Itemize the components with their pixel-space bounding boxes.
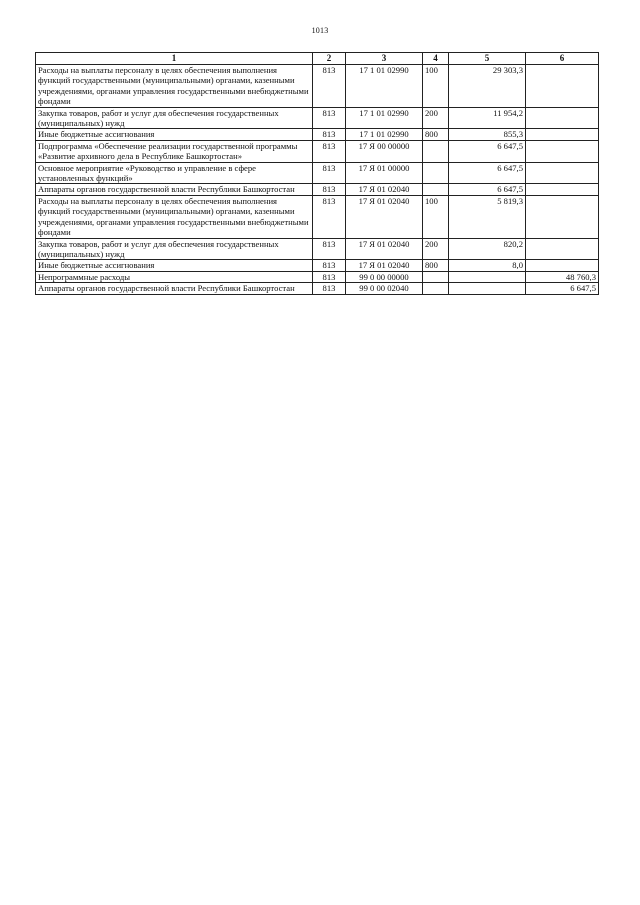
header-row — [36, 53, 599, 65]
table-row — [36, 238, 599, 260]
column-header-2: 2 — [313, 53, 346, 65]
column-header-1: 1 — [36, 53, 313, 65]
row-target-article: 17 Я 00 00000 — [346, 140, 423, 162]
table-row — [36, 140, 599, 162]
row-expense-type — [423, 184, 449, 195]
row-total: 6 647,5 — [526, 283, 599, 294]
row-target-article: 99 0 00 00000 — [346, 271, 423, 282]
row-target-article: 17 Я 01 02040 — [346, 238, 423, 260]
row-target-article: 17 1 01 02990 — [346, 65, 423, 108]
row-amount: 820,2 — [449, 238, 526, 260]
row-code: 813 — [313, 283, 346, 294]
row-name: Закупка товаров, работ и услуг для обеспечения государственных (муниципальных) нужд — [36, 238, 313, 260]
table-row — [36, 129, 599, 140]
row-name: Закупка товаров, работ и услуг для обеспечения государственных (муниципальных) нужд — [36, 107, 313, 129]
table-row — [36, 65, 599, 108]
column-header-3: 3 — [346, 53, 423, 65]
row-code: 813 — [313, 184, 346, 195]
row-code: 813 — [313, 65, 346, 108]
row-target-article: 17 Я 01 02040 — [346, 184, 423, 195]
row-total — [526, 195, 599, 238]
table-row — [36, 271, 599, 282]
row-expense-type — [423, 283, 449, 294]
table-row — [36, 195, 599, 238]
row-code: 813 — [313, 162, 346, 184]
row-expense-type: 200 — [423, 238, 449, 260]
table-row — [36, 260, 599, 271]
row-amount: 11 954,2 — [449, 107, 526, 129]
row-expense-type: 800 — [423, 129, 449, 140]
row-expense-type — [423, 162, 449, 184]
row-expense-type: 800 — [423, 260, 449, 271]
row-code: 813 — [313, 107, 346, 129]
row-amount — [449, 271, 526, 282]
row-expense-type: 100 — [423, 195, 449, 238]
row-code: 813 — [313, 129, 346, 140]
table-row — [36, 162, 599, 184]
row-target-article: 17 Я 01 02040 — [346, 195, 423, 238]
row-name: Основное мероприятие «Руководство и управление в сфере установленных функций» — [36, 162, 313, 184]
row-total — [526, 260, 599, 271]
row-name: Расходы на выплаты персоналу в целях обеспечения выполнения функций государственными (муниципальными) органами, казенными учреждениями, органами управления государственными внебюджетными фондами — [36, 195, 313, 238]
row-total — [526, 162, 599, 184]
row-target-article: 17 1 01 02990 — [346, 129, 423, 140]
row-total — [526, 238, 599, 260]
row-amount: 8,0 — [449, 260, 526, 271]
table-row — [36, 184, 599, 195]
row-amount: 855,3 — [449, 129, 526, 140]
row-name: Расходы на выплаты персоналу в целях обеспечения выполнения функций государственными (муниципальными) органами, казенными учреждениями, органами управления государственными внебюджетными фондами — [36, 65, 313, 108]
row-code: 813 — [313, 238, 346, 260]
row-target-article: 99 0 00 02040 — [346, 283, 423, 294]
row-name: Иные бюджетные ассигнования — [36, 129, 313, 140]
row-name: Иные бюджетные ассигнования — [36, 260, 313, 271]
row-amount: 6 647,5 — [449, 184, 526, 195]
row-name: Непрограммные расходы — [36, 271, 313, 282]
row-amount: 29 303,3 — [449, 65, 526, 108]
row-total — [526, 129, 599, 140]
row-expense-type: 100 — [423, 65, 449, 108]
column-header-5: 5 — [449, 53, 526, 65]
row-code: 813 — [313, 271, 346, 282]
row-amount: 6 647,5 — [449, 162, 526, 184]
page-number: 1013 — [311, 26, 329, 35]
row-total — [526, 65, 599, 108]
column-header-4: 4 — [423, 53, 449, 65]
row-total — [526, 107, 599, 129]
row-amount: 6 647,5 — [449, 140, 526, 162]
table-row — [36, 283, 599, 294]
row-target-article: 17 Я 01 00000 — [346, 162, 423, 184]
row-amount — [449, 283, 526, 294]
column-header-6: 6 — [526, 53, 599, 65]
row-expense-type: 200 — [423, 107, 449, 129]
row-name: Подпрограмма «Обеспечение реализации государственной программы «Развитие архивного дела в Республике Башкортостан» — [36, 140, 313, 162]
row-target-article: 17 1 01 02990 — [346, 107, 423, 129]
row-code: 813 — [313, 140, 346, 162]
row-total: 48 760,3 — [526, 271, 599, 282]
row-total — [526, 184, 599, 195]
row-amount: 5 819,3 — [449, 195, 526, 238]
row-total — [526, 140, 599, 162]
budget-table — [35, 52, 599, 295]
row-name: Аппараты органов государственной власти Республики Башкортостан — [36, 283, 313, 294]
row-name: Аппараты органов государственной власти Республики Башкортостан — [36, 184, 313, 195]
row-target-article: 17 Я 01 02040 — [346, 260, 423, 271]
table-row — [36, 107, 599, 129]
row-code: 813 — [313, 195, 346, 238]
row-expense-type — [423, 271, 449, 282]
row-code: 813 — [313, 260, 346, 271]
row-expense-type — [423, 140, 449, 162]
